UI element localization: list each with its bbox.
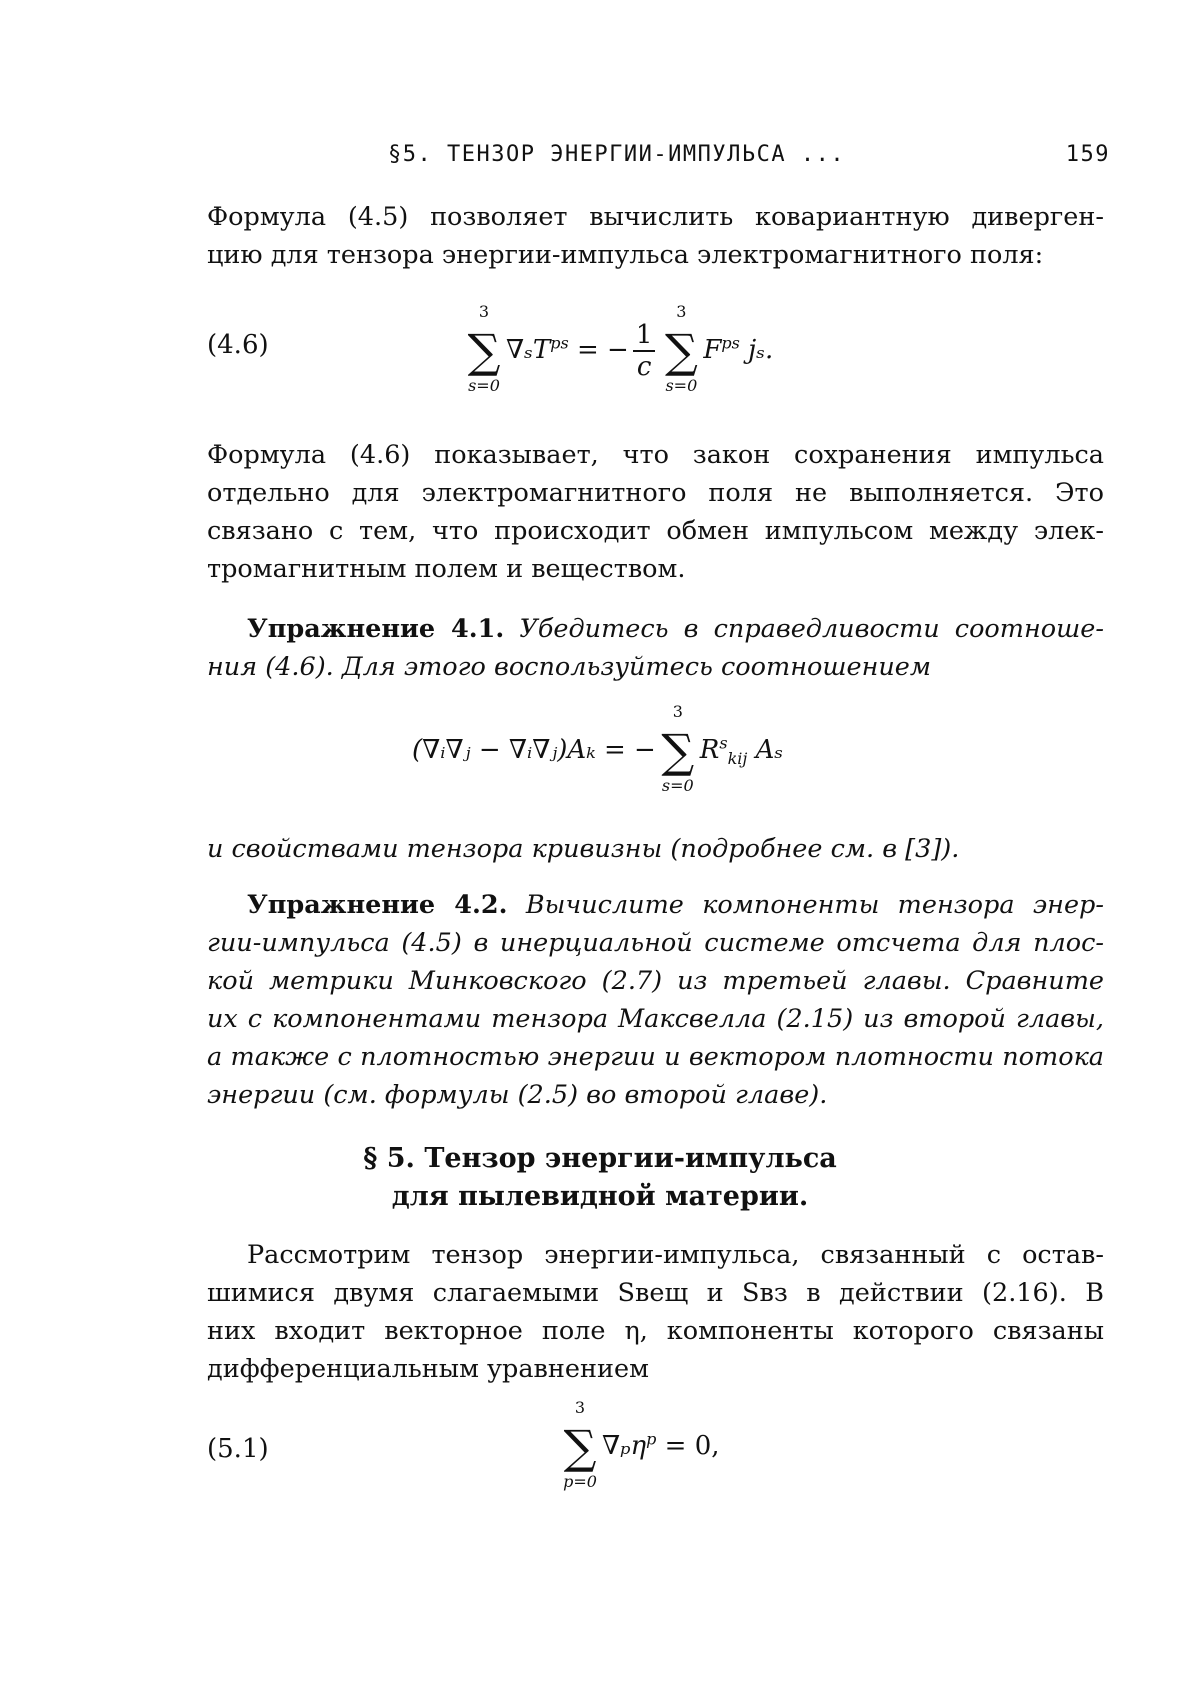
- lhs-superscript: ps: [550, 333, 569, 353]
- summation-sign: 3 ∑ s=0: [659, 328, 703, 374]
- summation-sign: 3 ∑ s=0: [656, 728, 700, 774]
- sum-upper-limit: 3: [676, 302, 687, 321]
- lhs-term: (∇ᵢ∇ⱼ − ∇ᵢ∇ⱼ)Aₖ = −: [412, 735, 656, 765]
- fraction: [633, 320, 656, 382]
- equation-5-1: [0, 1398, 1200, 1504]
- section-title-line: § 5. Тензор энергии-импульса: [363, 1143, 837, 1174]
- text-line: а также с плотностью энергии и вектором плотности потока: [207, 1042, 1104, 1072]
- paragraph-conservation: [207, 436, 1104, 588]
- sum-upper-limit: 3: [478, 302, 490, 321]
- sum-lower-limit: s=0: [665, 376, 698, 395]
- paragraph-dust: [207, 1236, 1104, 1388]
- exercise-4-1-continuation: [207, 830, 1104, 868]
- equation-number: (4.6): [207, 330, 269, 360]
- sum-lower-limit: s=0: [468, 376, 500, 395]
- divergence-term: ∇ₚη: [602, 1431, 647, 1461]
- exercise-text: Вычислите компоненты тензора энер-: [525, 890, 1104, 920]
- equation-body: [558, 1398, 720, 1491]
- equation-body: [412, 702, 784, 795]
- text-line: связано с тем, что происходит обмен импульсом между элек-: [207, 516, 1104, 546]
- paragraph-intro: [207, 198, 1104, 274]
- equation-curvature: [0, 700, 1200, 800]
- exercise-label: Упражнение 4.2.: [247, 890, 508, 920]
- section-title-line: для пылевидной материи.: [391, 1181, 809, 1212]
- equation-number: (5.1): [207, 1434, 269, 1464]
- running-title: §5. ТЕНЗОР ЭНЕРГИИ-ИМПУЛЬСА ...: [388, 142, 846, 167]
- running-header: [370, 142, 1110, 178]
- text-line: и свойствами тензора кривизны (подробнее см. в [3]).: [207, 834, 960, 864]
- text-line: [207, 610, 1104, 648]
- rhs-current: jₛ.: [748, 335, 774, 365]
- text-line: Формула (4.6) показывает, что закон сохранения импульса: [207, 440, 1104, 470]
- text-line: шимися двумя слагаемыми Sвещ и Sвз в действии (2.16). В: [207, 1278, 1104, 1308]
- sum-lower-limit: p=0: [563, 1472, 597, 1491]
- sum-upper-limit: 3: [574, 1398, 586, 1417]
- fraction-denominator: c: [636, 352, 652, 382]
- vector-term: Aₛ: [755, 735, 784, 765]
- text-line: [207, 886, 1104, 924]
- summation-sign: 3 ∑ s=0: [462, 328, 506, 374]
- sum-lower-limit: s=0: [661, 776, 694, 795]
- section-heading: [0, 1140, 1200, 1216]
- exercise-4-1: [207, 610, 1104, 686]
- curvature-subscript: kij: [727, 749, 748, 769]
- equation-body: [462, 302, 774, 395]
- rhs-term: F: [703, 335, 722, 365]
- curvature-superscript: s: [719, 733, 728, 753]
- text-line: тромагнитным полем и веществом.: [207, 554, 686, 584]
- exercise-4-2: [207, 886, 1104, 1114]
- text-line: цию для тензора энергии-импульса электромагнитного поля:: [207, 240, 1044, 270]
- exercise-text: Убедитесь в справедливости соотноше-: [519, 614, 1104, 644]
- divergence-superscript: p: [646, 1429, 657, 1449]
- sum-upper-limit: 3: [672, 702, 683, 721]
- lhs-term: ∇ₛT: [506, 335, 551, 365]
- equation-4-6: [0, 300, 1200, 400]
- text-line: отдельно для электромагнитного поля не выполняется. Это: [207, 478, 1104, 508]
- text-line: Формула (4.5) позволяет вычислить ковариантную диверген-: [207, 202, 1104, 232]
- text-line: них входит векторное поле η, компоненты которого связаны: [207, 1316, 1104, 1346]
- text-line: Рассмотрим тензор энергии-импульса, связанный с остав-: [247, 1240, 1104, 1270]
- page-number: 159: [1065, 142, 1110, 167]
- fraction-numerator: 1: [633, 320, 656, 352]
- text-line: их с компонентами тензора Максвелла (2.15) из второй главы,: [207, 1004, 1104, 1034]
- text-line: энергии (см. формулы (2.5) во второй главе).: [207, 1080, 828, 1110]
- text-line: гии-импульса (4.5) в инерциальной системе отсчета для плос-: [207, 928, 1104, 958]
- summation-sign: 3 ∑ p=0: [558, 1424, 602, 1470]
- text-line: ния (4.6). Для этого воспользуйтесь соотношением: [207, 652, 932, 682]
- equals-zero: = 0,: [664, 1431, 720, 1461]
- curvature-symbol: R: [699, 735, 720, 765]
- rhs-superscript: ps: [721, 333, 740, 353]
- text-line: кой метрики Минковского (2.7) из третьей главы. Сравните: [207, 966, 1104, 996]
- exercise-label: Упражнение 4.1.: [247, 614, 505, 644]
- equals-sign: = −: [576, 335, 629, 365]
- text-line: дифференциальным уравнением: [207, 1354, 649, 1384]
